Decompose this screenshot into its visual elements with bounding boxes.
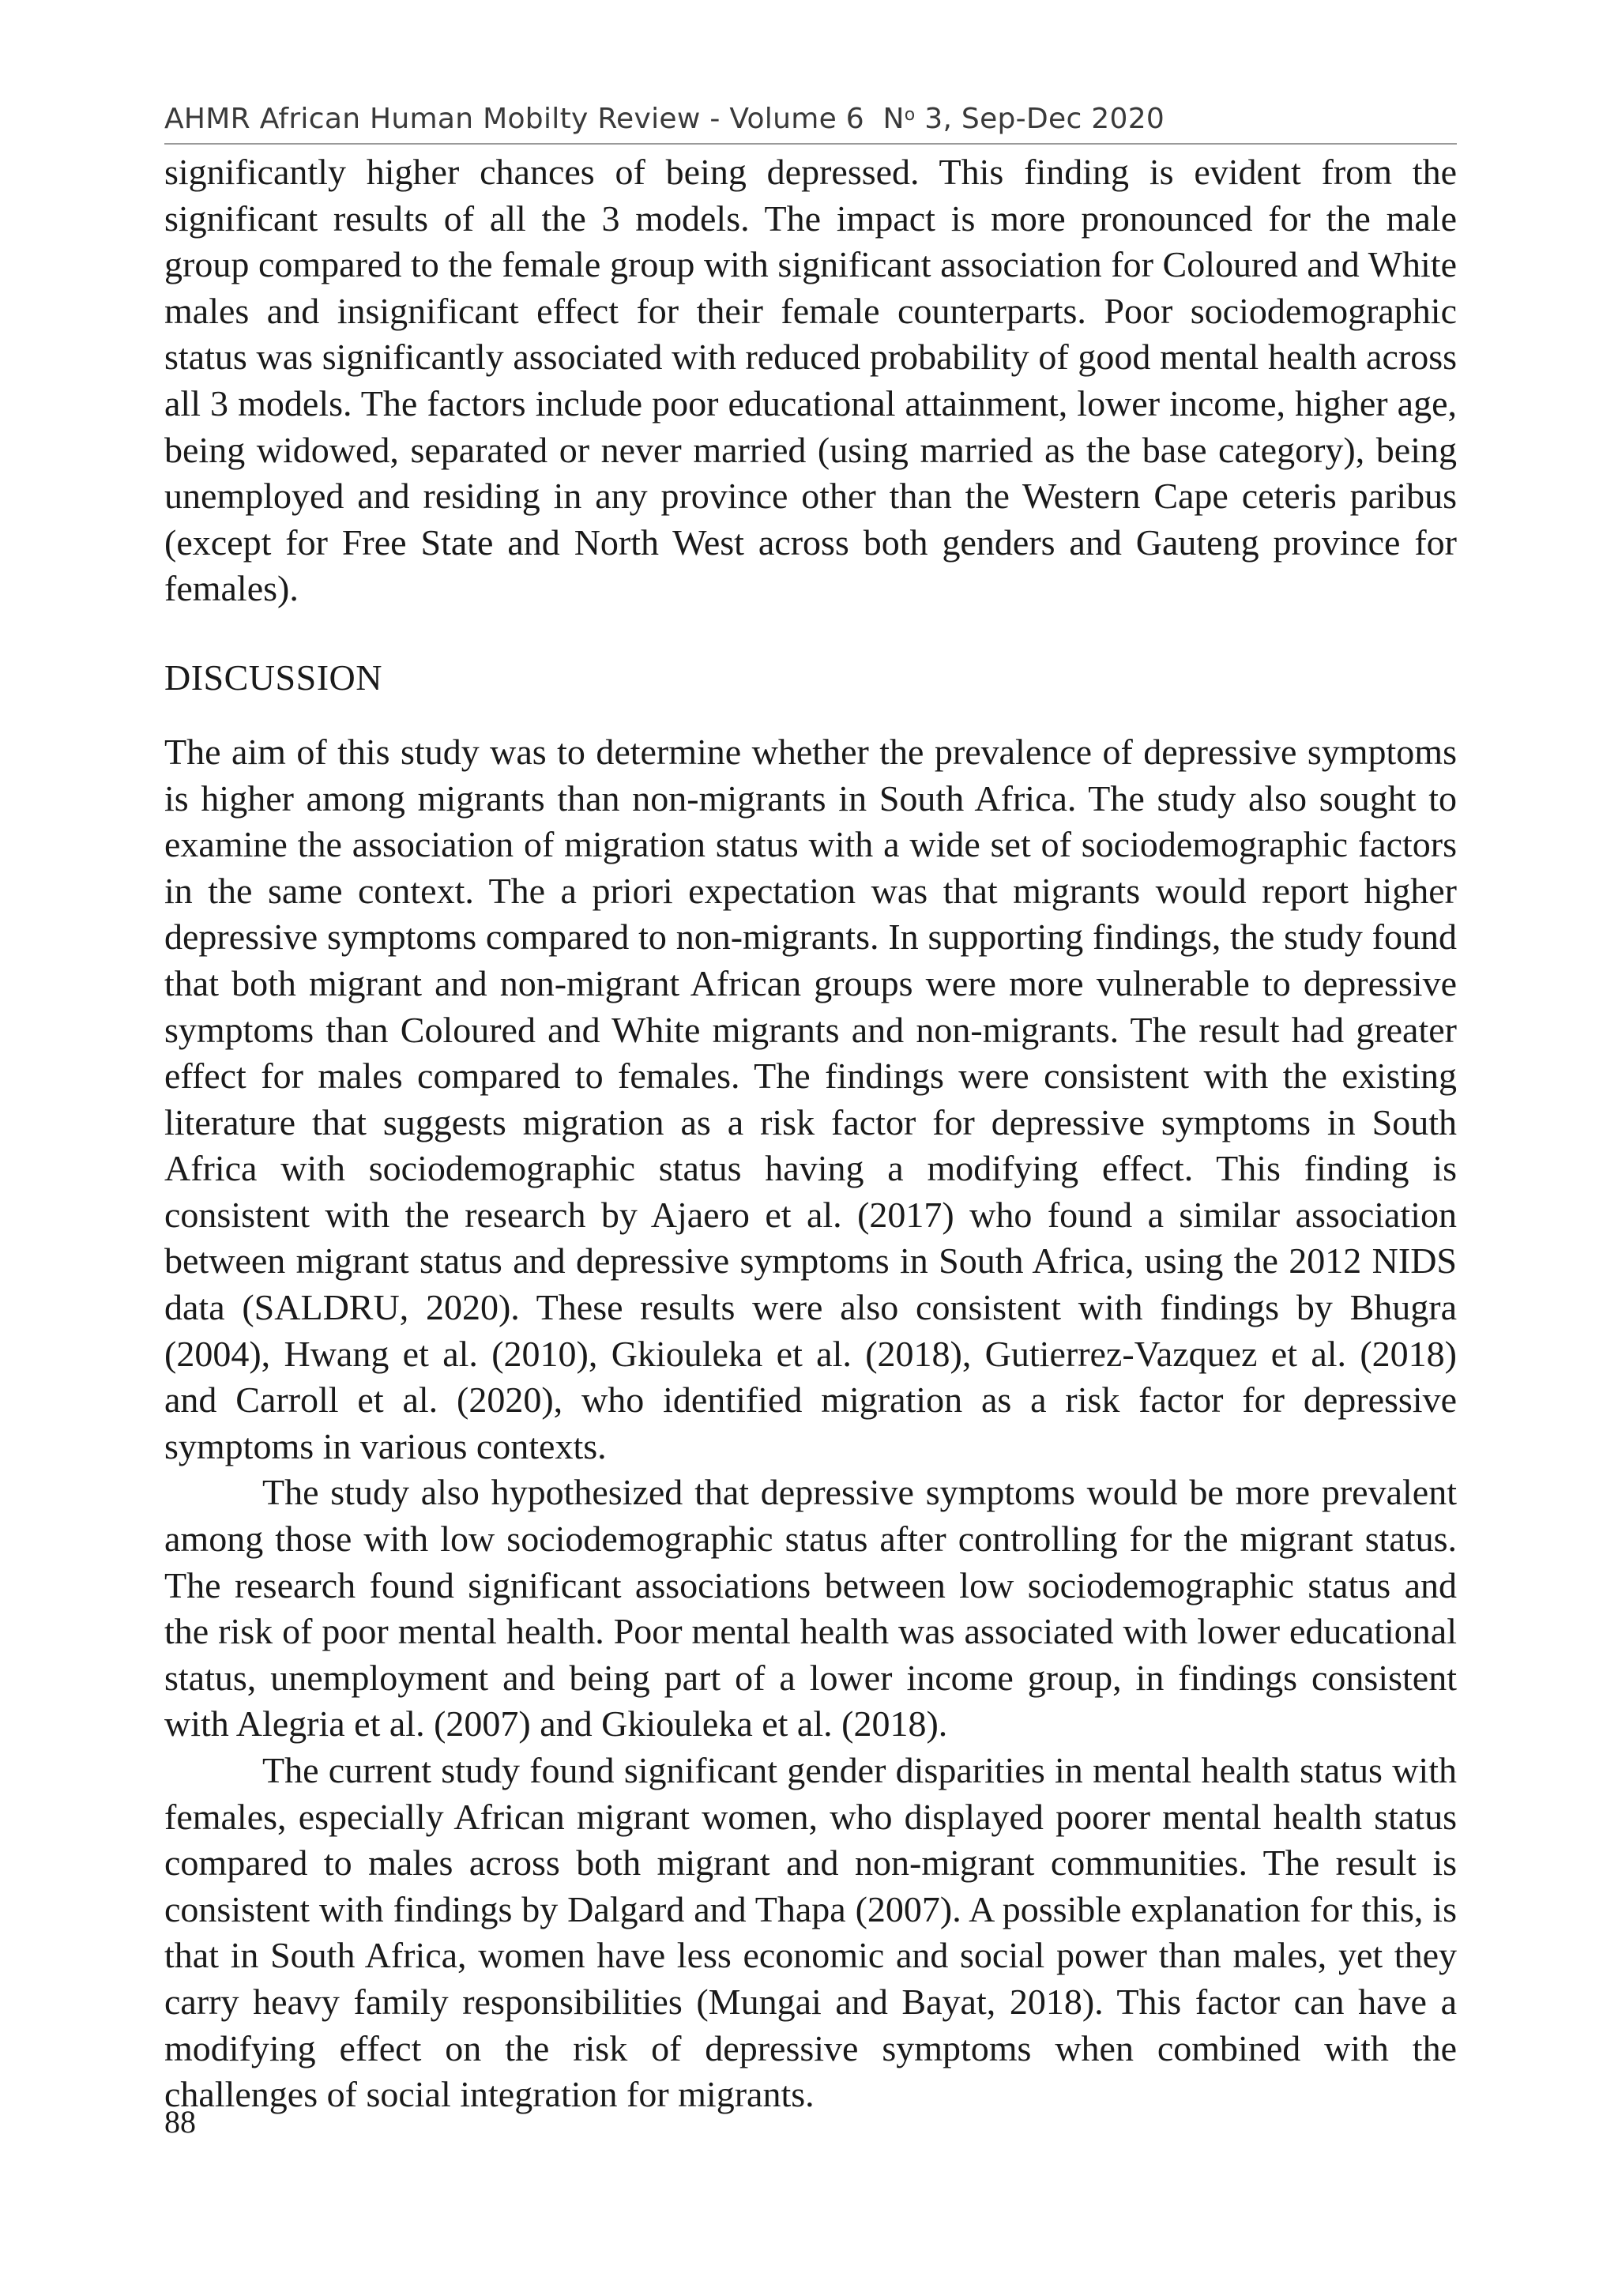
header-journal: AHMR African Human Mobilty Review - Volume 6 — [164, 103, 864, 135]
header-number-sup: o — [904, 105, 916, 125]
section-heading-discussion: DISCUSSION — [164, 657, 382, 698]
page-number: 88 — [164, 2104, 196, 2140]
paragraph-discussion-hypothesis: The study also hypothesized that depressive symptoms would be more prevalent among those with low sociodemographic status after controlling for the migrant status. The research found significant associations between low sociodemographic status and the risk of poor mental health. Poor mental health was associated with lower educational status, unemployment and being part of a lower income group, in findings consistent with Alegria et al. (2007) and Gkiouleka et al. (2018). — [164, 1472, 1457, 1745]
paragraph-discussion-gender: The current study found significant gender disparities in mental health status with females, especially African migrant women, who displayed poorer mental health status compared to males across both migrant and non-migrant communities. The result is consistent with findings by Dalgard and Thapa (2007). A possible explanation for this, is that in South Africa, women have less economic and social power than males, yet they carry heavy family responsibilities (Mungai and Bayat, 2018). This factor can have a modifying effect on the risk of depressive symptoms when combined with the challenges of social integration for migrants. — [164, 1750, 1457, 2115]
paragraph-results-continued: significantly higher chances of being depressed. This finding is evident from the significant results of all the 3 models. The impact is more pronounced for the male group compared to the female group with significant association for Coloured and White males and insignificant effect for their female counterparts. Poor sociodemographic status was significantly associated with reduced probability of good mental health across all 3 models. The factors include poor educational attainment, lower income, higher age, being widowed, separated or never married (using married as the base category), being unemployed and residing in any province other than the Western Cape ceteris paribus (except for Free State and North West across both genders and Gauteng province for females). — [164, 152, 1457, 609]
header-number-prefix: N — [882, 103, 905, 135]
article-body — [164, 149, 1457, 2118]
paragraph-discussion-aim: The aim of this study was to determine whether the prevalence of depressive symptoms is higher among migrants than non-migrants in South Africa. The study also sought to examine the association of migration status with a wide set of sociodemographic factors in the same context. The a priori expectation was that migrants would report higher depressive symptoms compared to non-migrants. In supporting findings, the study found that both migrant and non-migrant African groups were more vulnerable to depressive symptoms than Coloured and White migrants and non-migrants. The result had greater effect for males compared to females. The findings were consistent with the existing literature that suggests migration as a risk factor for depressive symptoms in South Africa with sociodemographic status having a modifying effect. This finding is consistent with the research by Ajaero et al. (2017) who found a similar association between migrant status and depressive symptoms in South Africa, using the 2012 NIDS data (SALDRU, 2020). These results were also consistent with findings by Bhugra (2004), Hwang et al. (2010), Gkiouleka et al. (2018), Gutierrez-Vazquez et al. (2018) and Carroll et al. (2020), who identified migration as a risk factor for depressive symptoms in various contexts. — [164, 731, 1457, 1466]
header-issue: 3, Sep-Dec 2020 — [915, 103, 1165, 135]
running-header — [164, 95, 1457, 145]
page-content — [164, 95, 1457, 2118]
